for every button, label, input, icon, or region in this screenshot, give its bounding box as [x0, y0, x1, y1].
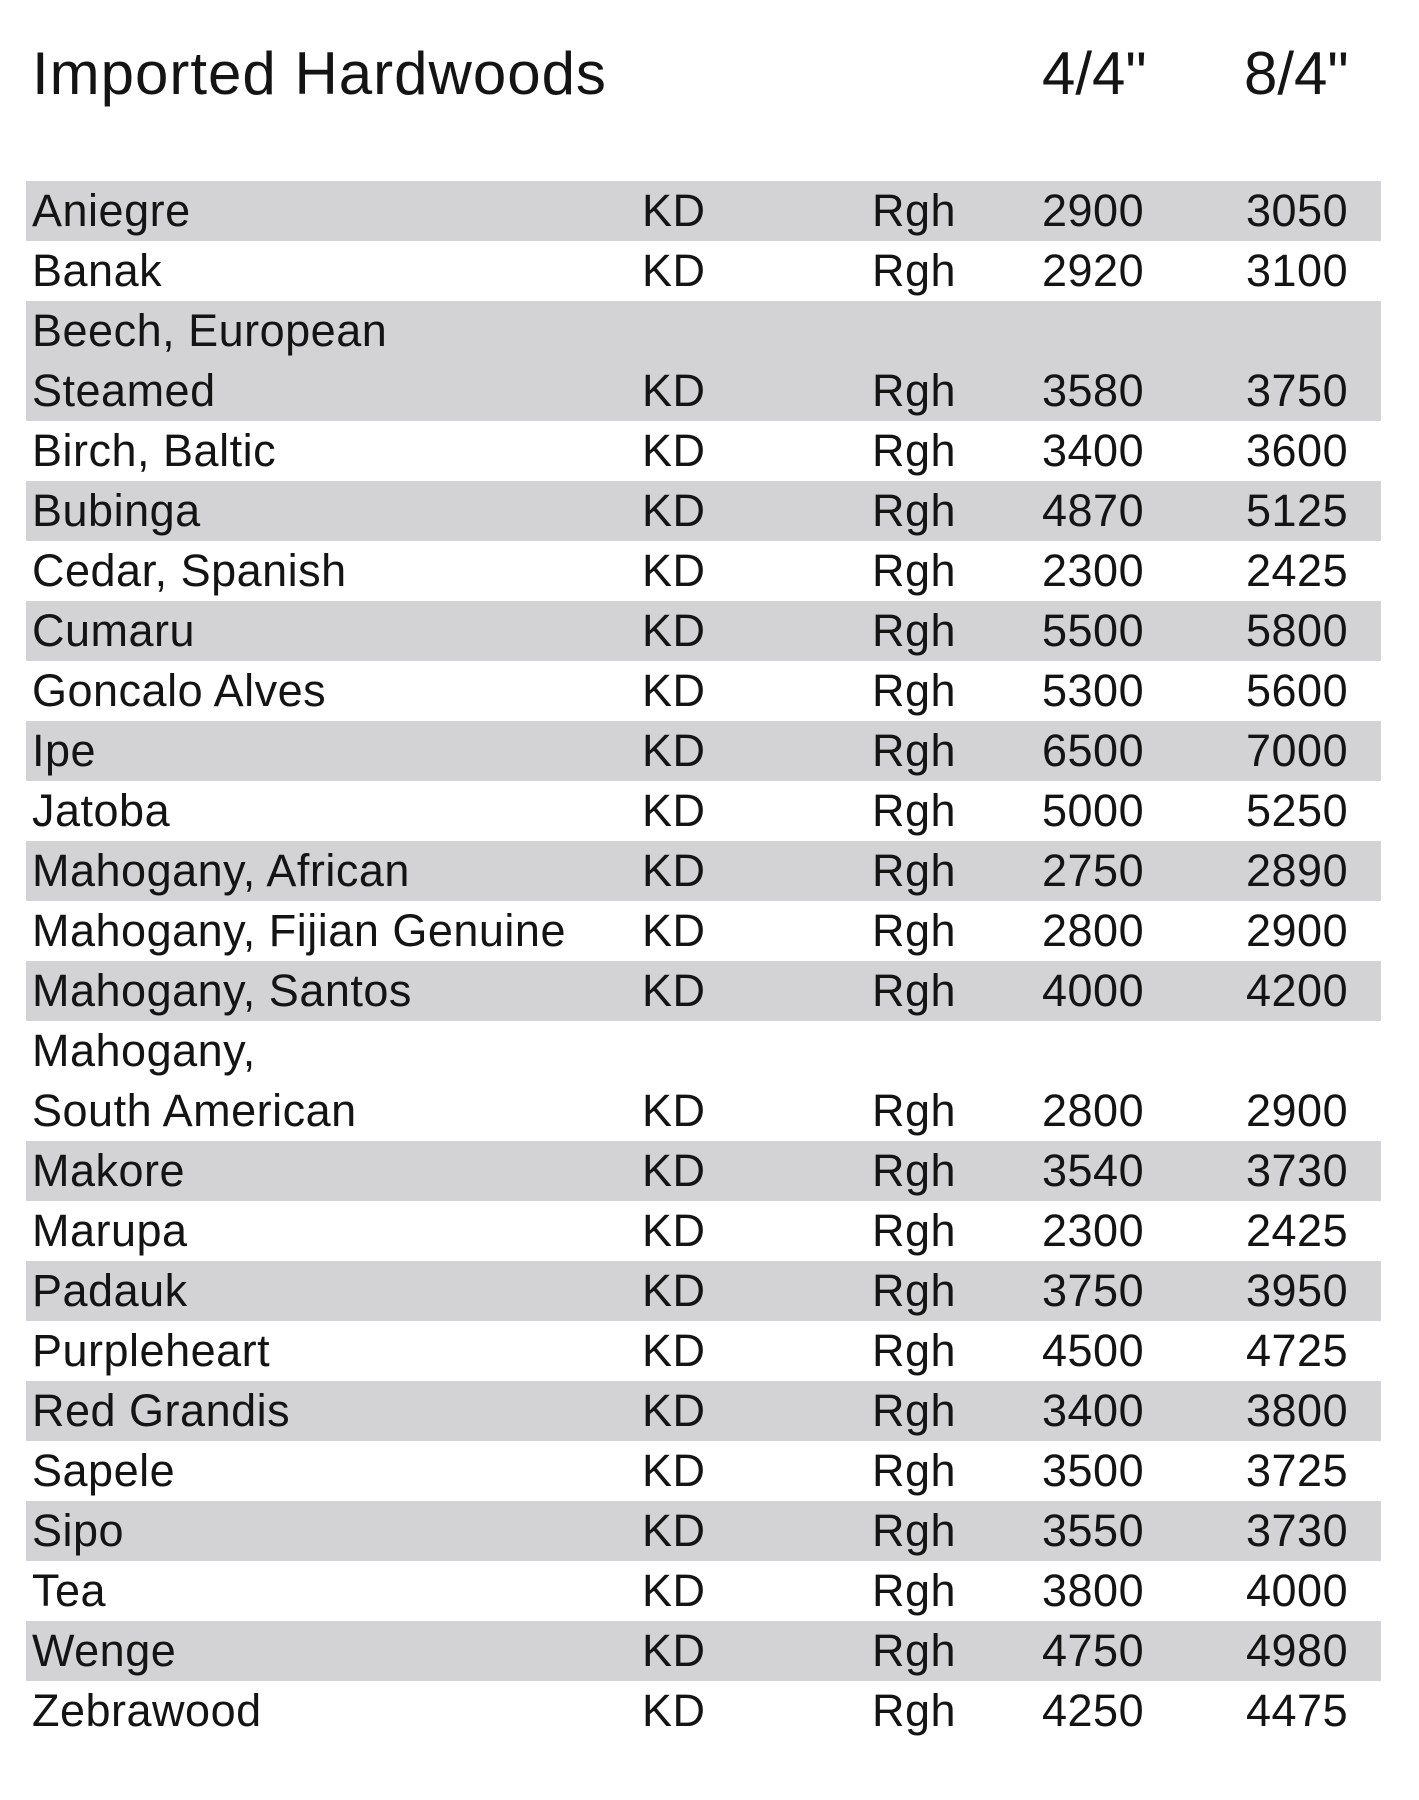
surface-finish: Rgh [872, 1565, 957, 1616]
price-8-4: 3750 [1246, 365, 1349, 416]
surface-finish: Rgh [872, 905, 957, 956]
table-row [26, 241, 1381, 301]
price-8-4: 3730 [1246, 1145, 1349, 1196]
surface-finish: Rgh [872, 1625, 957, 1676]
price-8-4: 4980 [1246, 1625, 1349, 1676]
table-row [26, 1501, 1381, 1561]
price-4-4: 3550 [1042, 1505, 1145, 1556]
wood-species-name-line: Wenge [32, 1625, 177, 1676]
table-row [26, 961, 1381, 1021]
wood-species-name [32, 1261, 642, 1321]
wood-species-name-line: Zebrawood [32, 1685, 262, 1736]
surface-finish: Rgh [872, 785, 957, 836]
table-row [26, 1321, 1381, 1381]
price-4-4: 3400 [1042, 425, 1145, 476]
drying-grade: KD [642, 605, 706, 656]
drying-grade: KD [642, 1385, 706, 1436]
surface-finish: Rgh [872, 545, 957, 596]
drying-grade: KD [642, 1085, 706, 1136]
price-8-4: 3950 [1246, 1265, 1349, 1316]
table-row [26, 541, 1381, 601]
price-8-4: 2890 [1246, 845, 1349, 896]
price-8-4: 2425 [1246, 1205, 1349, 1256]
drying-grade: KD [642, 1325, 706, 1376]
wood-species-name-line: Goncalo Alves [32, 665, 327, 716]
drying-grade: KD [642, 965, 706, 1016]
surface-finish: Rgh [872, 1085, 957, 1136]
column-header-4-4: 4/4" [1042, 40, 1147, 107]
wood-species-name-line: Makore [32, 1145, 186, 1196]
price-8-4: 3725 [1246, 1445, 1349, 1496]
table-row [26, 781, 1381, 841]
drying-grade: KD [642, 1145, 706, 1196]
table-row [26, 841, 1381, 901]
surface-finish: Rgh [872, 665, 957, 716]
table-row [26, 421, 1381, 481]
drying-grade: KD [642, 845, 706, 896]
price-4-4: 2800 [1042, 1085, 1145, 1136]
drying-grade: KD [642, 1445, 706, 1496]
wood-species-name-line: Beech, European [32, 305, 388, 356]
price-4-4: 3540 [1042, 1145, 1145, 1196]
wood-species-name [32, 541, 642, 601]
wood-species-name-line: South American [32, 1085, 357, 1136]
price-8-4: 4725 [1246, 1325, 1349, 1376]
wood-species-name [32, 841, 642, 901]
wood-species-name-line: Mahogany, [32, 1025, 256, 1076]
drying-grade: KD [642, 1265, 706, 1316]
price-8-4: 5800 [1246, 605, 1349, 656]
table-row [26, 1201, 1381, 1261]
surface-finish: Rgh [872, 425, 957, 476]
wood-species-name [32, 1141, 642, 1201]
wood-species-name-line: Jatoba [32, 785, 171, 836]
table-row [26, 721, 1381, 781]
wood-species-name-line: Mahogany, Santos [32, 965, 412, 1016]
price-8-4: 5125 [1246, 485, 1349, 536]
wood-species-name-line: Banak [32, 245, 163, 296]
surface-finish: Rgh [872, 1385, 957, 1436]
wood-species-name [32, 1381, 642, 1441]
drying-grade: KD [642, 425, 706, 476]
wood-species-name-line: Mahogany, African [32, 845, 410, 896]
price-4-4: 2800 [1042, 905, 1145, 956]
price-4-4: 5500 [1042, 605, 1145, 656]
wood-species-name-line: Steamed [32, 365, 216, 416]
drying-grade: KD [642, 1625, 706, 1676]
column-header-8-4: 8/4" [1244, 40, 1349, 107]
wood-species-name [32, 961, 642, 1021]
price-8-4: 3800 [1246, 1385, 1349, 1436]
price-4-4: 4250 [1042, 1685, 1145, 1736]
drying-grade: KD [642, 545, 706, 596]
surface-finish: Rgh [872, 185, 957, 236]
surface-finish: Rgh [872, 845, 957, 896]
price-8-4: 2900 [1246, 905, 1349, 956]
price-table [26, 181, 1381, 1741]
price-4-4: 3400 [1042, 1385, 1145, 1436]
drying-grade: KD [642, 1565, 706, 1616]
wood-species-name [32, 661, 642, 721]
wood-species-name-line: Marupa [32, 1205, 188, 1256]
price-4-4: 4750 [1042, 1625, 1145, 1676]
wood-species-name [32, 1441, 642, 1501]
surface-finish: Rgh [872, 1205, 957, 1256]
table-row [26, 601, 1381, 661]
table-row [26, 1141, 1381, 1201]
price-4-4: 5000 [1042, 785, 1145, 836]
wood-species-name-line: Birch, Baltic [32, 425, 277, 476]
wood-species-name-line: Cumaru [32, 605, 196, 656]
price-4-4: 4000 [1042, 965, 1145, 1016]
price-4-4: 3800 [1042, 1565, 1145, 1616]
drying-grade: KD [642, 785, 706, 836]
price-4-4: 4870 [1042, 485, 1145, 536]
drying-grade: KD [642, 1685, 706, 1736]
surface-finish: Rgh [872, 1325, 957, 1376]
price-8-4: 3730 [1246, 1505, 1349, 1556]
wood-species-name [32, 781, 642, 841]
table-row [26, 661, 1381, 721]
price-4-4: 2900 [1042, 185, 1145, 236]
price-4-4: 2300 [1042, 1205, 1145, 1256]
drying-grade: KD [642, 1205, 706, 1256]
price-4-4: 3500 [1042, 1445, 1145, 1496]
surface-finish: Rgh [872, 725, 957, 776]
wood-species-name-line: Tea [32, 1565, 107, 1616]
wood-species-name [32, 901, 642, 961]
wood-species-name-line: Ipe [32, 725, 97, 776]
wood-species-name-line: Aniegre [32, 185, 191, 236]
table-row [26, 1261, 1381, 1321]
wood-species-name [32, 1561, 642, 1621]
drying-grade: KD [642, 905, 706, 956]
wood-species-name [32, 301, 642, 421]
price-4-4: 2300 [1042, 545, 1145, 596]
table-row [26, 301, 1381, 421]
price-8-4: 3100 [1246, 245, 1349, 296]
price-8-4: 7000 [1246, 725, 1349, 776]
table-row [26, 1381, 1381, 1441]
wood-species-name [32, 1501, 642, 1561]
price-8-4: 2425 [1246, 545, 1349, 596]
drying-grade: KD [642, 245, 706, 296]
table-row [26, 1681, 1381, 1741]
drying-grade: KD [642, 485, 706, 536]
surface-finish: Rgh [872, 485, 957, 536]
surface-finish: Rgh [872, 245, 957, 296]
surface-finish: Rgh [872, 1505, 957, 1556]
table-row [26, 1561, 1381, 1621]
table-row [26, 181, 1381, 241]
drying-grade: KD [642, 185, 706, 236]
price-4-4: 2750 [1042, 845, 1145, 896]
wood-species-name [32, 1201, 642, 1261]
surface-finish: Rgh [872, 365, 957, 416]
price-8-4: 4000 [1246, 1565, 1349, 1616]
wood-species-name-line: Mahogany, Fijian Genuine [32, 905, 566, 956]
wood-species-name [32, 181, 642, 241]
price-4-4: 5300 [1042, 665, 1145, 716]
wood-species-name [32, 1621, 642, 1681]
wood-species-name-line: Red Grandis [32, 1385, 291, 1436]
wood-species-name [32, 601, 642, 661]
wood-species-name-line: Sapele [32, 1445, 176, 1496]
wood-species-name [32, 721, 642, 781]
price-8-4: 4475 [1246, 1685, 1349, 1736]
wood-species-name-line: Sipo [32, 1505, 125, 1556]
drying-grade: KD [642, 665, 706, 716]
surface-finish: Rgh [872, 1265, 957, 1316]
price-8-4: 5250 [1246, 785, 1349, 836]
table-row [26, 901, 1381, 961]
price-8-4: 3600 [1246, 425, 1349, 476]
surface-finish: Rgh [872, 605, 957, 656]
table-row [26, 1021, 1381, 1141]
price-4-4: 3580 [1042, 365, 1145, 416]
table-row [26, 1621, 1381, 1681]
price-4-4: 4500 [1042, 1325, 1145, 1376]
table-row [26, 481, 1381, 541]
surface-finish: Rgh [872, 1445, 957, 1496]
surface-finish: Rgh [872, 1145, 957, 1196]
wood-species-name [32, 481, 642, 541]
wood-species-name-line: Padauk [32, 1265, 188, 1316]
price-8-4: 5600 [1246, 665, 1349, 716]
wood-species-name-line: Cedar, Spanish [32, 545, 347, 596]
wood-species-name [32, 1321, 642, 1381]
price-8-4: 4200 [1246, 965, 1349, 1016]
price-list-header [0, 0, 1419, 150]
drying-grade: KD [642, 725, 706, 776]
surface-finish: Rgh [872, 965, 957, 1016]
price-8-4: 2900 [1246, 1085, 1349, 1136]
wood-species-name-line: Bubinga [32, 485, 201, 536]
table-row [26, 1441, 1381, 1501]
price-4-4: 2920 [1042, 245, 1145, 296]
price-4-4: 3750 [1042, 1265, 1145, 1316]
surface-finish: Rgh [872, 1685, 957, 1736]
wood-species-name [32, 421, 642, 481]
page-title: Imported Hardwoods [32, 40, 607, 107]
drying-grade: KD [642, 1505, 706, 1556]
wood-species-name-line: Purpleheart [32, 1325, 271, 1376]
drying-grade: KD [642, 365, 706, 416]
price-8-4: 3050 [1246, 185, 1349, 236]
wood-species-name [32, 241, 642, 301]
price-4-4: 6500 [1042, 725, 1145, 776]
wood-species-name [32, 1021, 642, 1141]
wood-species-name [32, 1681, 642, 1741]
